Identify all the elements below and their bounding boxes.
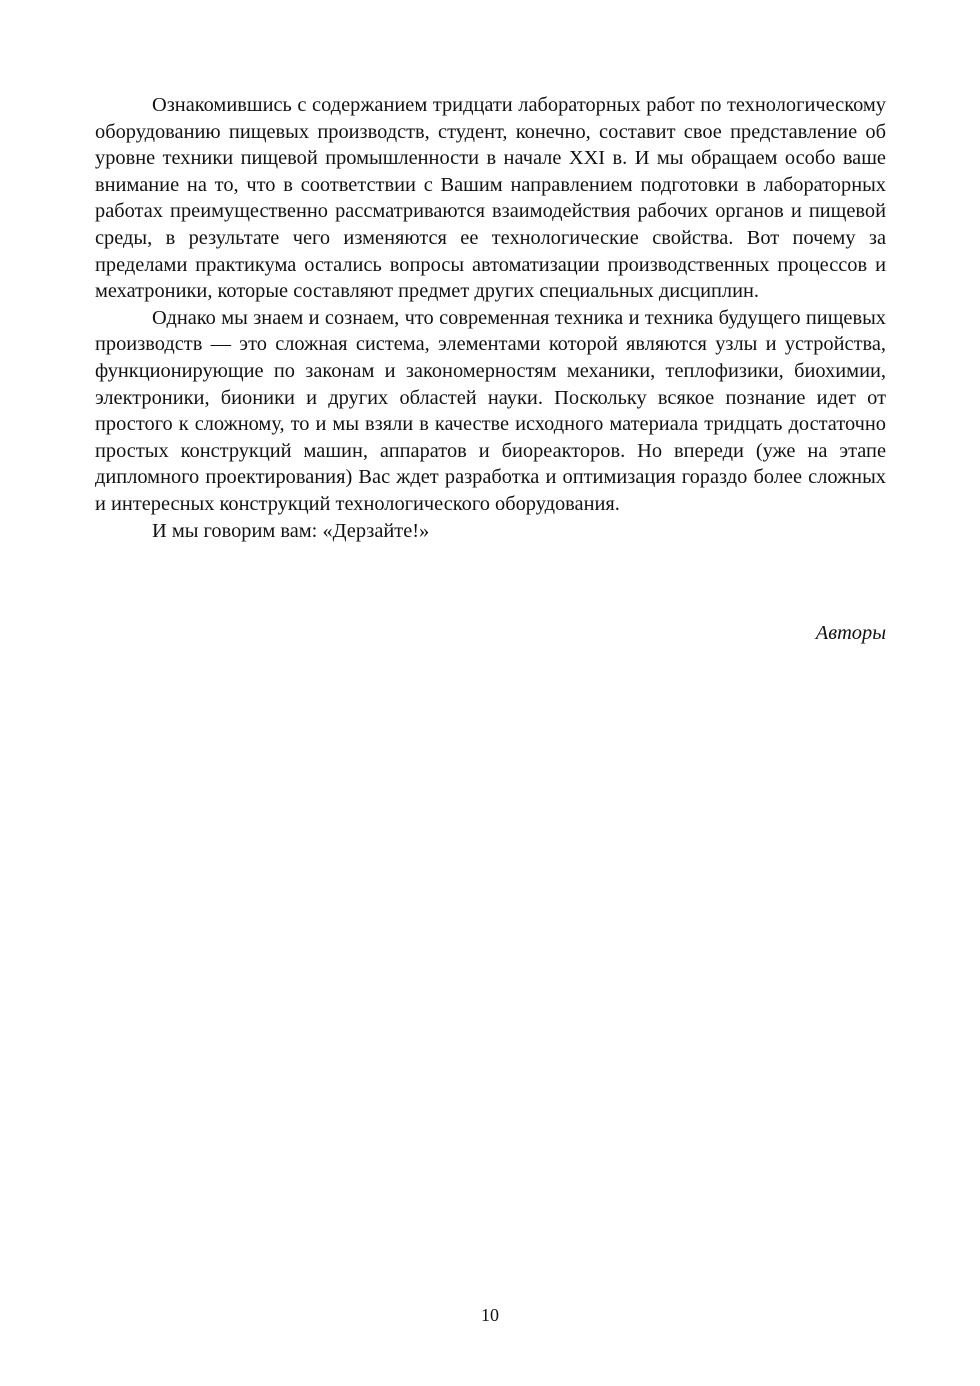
page-number: 10 — [481, 1305, 499, 1325]
paragraph-3: И мы говорим вам: «Дерзайте!» — [152, 519, 430, 542]
signature: Авторы — [815, 622, 886, 644]
body-text — [95, 92, 886, 544]
paragraph-1: Ознакомившись с содержанием тридцати лабораторных работ по технологическому оборудованию пищевых производств, студент, конечно, составит свое представление об уровне техники пищевой промышленности в начале XXI в. И мы обращаем особо ваше внимание на то, что в соответствии с Вашим направлением подготовки в лабораторных работах преимущественно рассматриваются взаимодействия рабочих органов и пищевой среды, в результате чего изменяются ее технологические свойства. Вот почему за пределами практикума остались вопросы автоматизации производственных процессов и мехатроники, которые составляют предмет других специальных дисциплин. — [95, 94, 886, 303]
paragraph-2: Однако мы знаем и сознаем, что современная техника и техника будущего пищевых производств — это сложная система, элементами которой являются узлы и устройства, функционирующие по законам и закономерностям механики, теплофизики, биохимии, электроники, бионики и других областей науки. Поскольку всякое познание идет от простого к сложному, то и мы взяли в качестве исходного материала тридцать достаточно простых конструкций машин, аппаратов и биореакторов. Но впереди (уже на этапе дипломного проектирования) Вас ждет разработка и оптимизация гораздо более сложных и интересных конструкций технологического оборудования. — [95, 306, 886, 515]
